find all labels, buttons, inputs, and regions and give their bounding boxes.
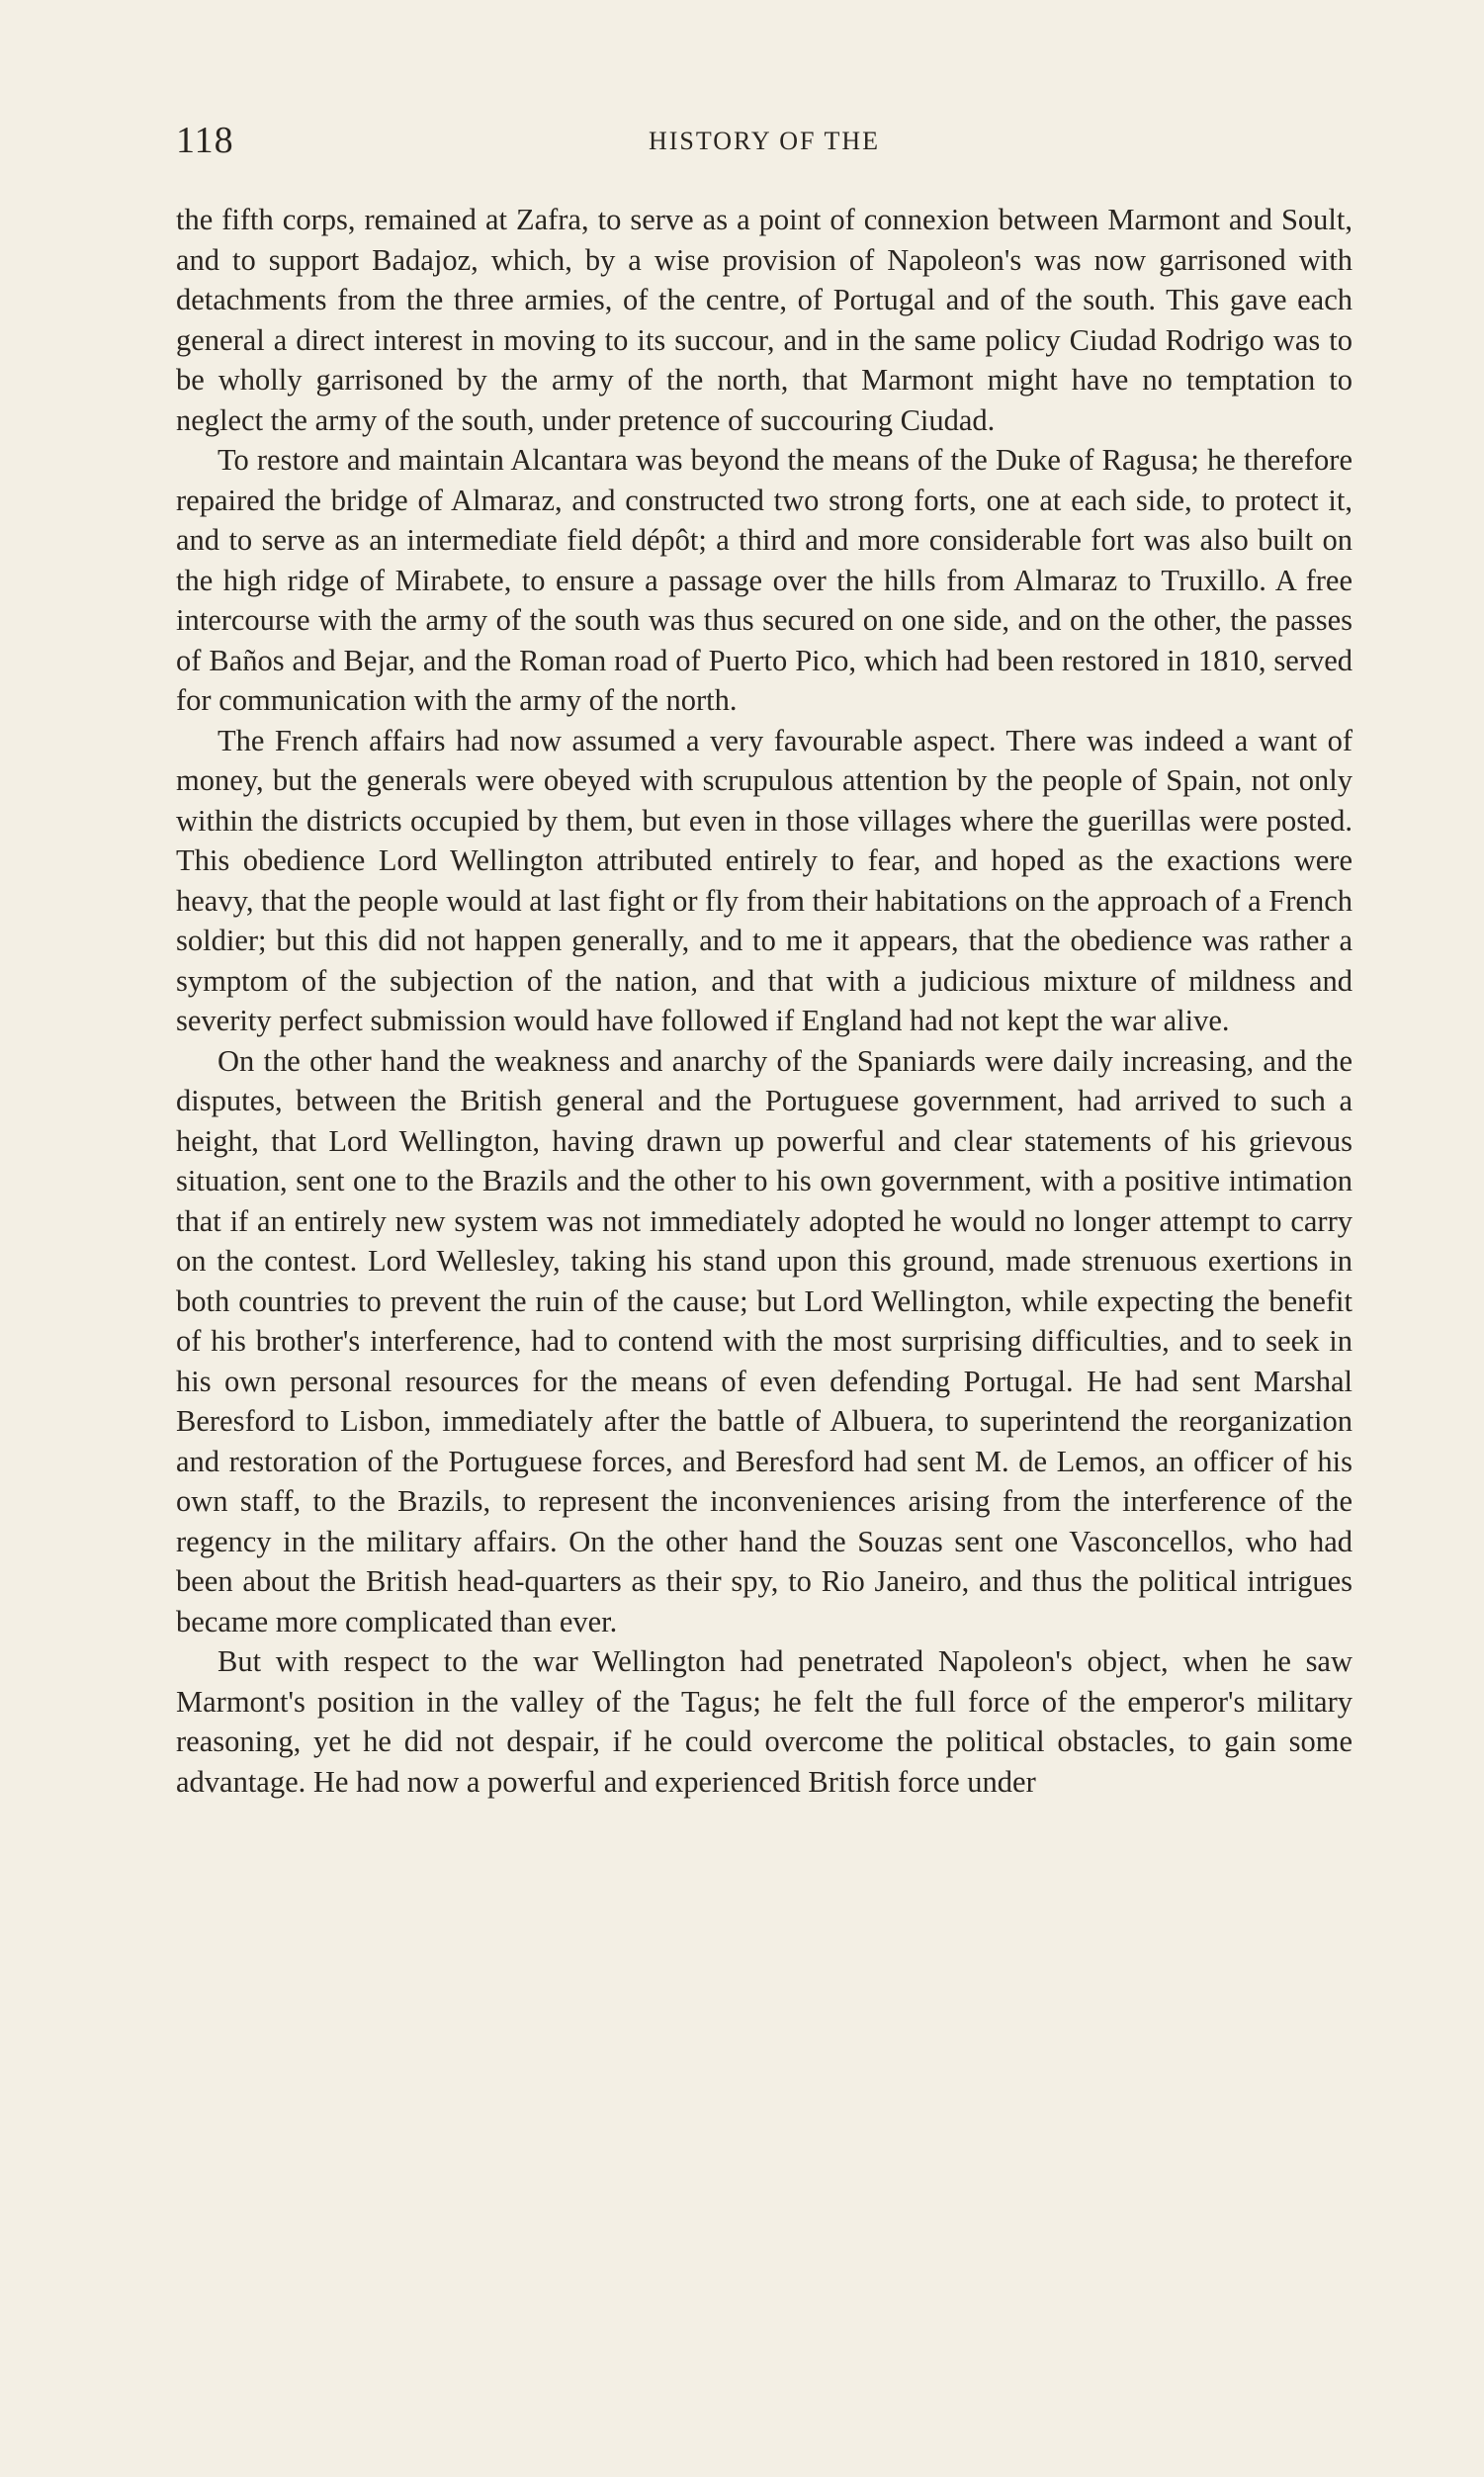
paragraph: But with respect to the war Wellington had penetrated Napoleon's object, when he saw Marmont's position in the valley of the Tagus; he felt the full force of the emperor's military reasoning, yet he did not despair, if he could overcome the political obstacles, to gain some advantage. He had now a powerful and experienced British force under [176, 1644, 1353, 1799]
running-title: HISTORY OF THE [648, 127, 881, 155]
paragraph: The French affairs had now assumed a very favourable aspect. There was indeed a want of money, but the generals were obeyed with scrupulous attention by the people of Spain, not only within the districts occupied by them, but even in those villages where the guerillas were posted. This obedience Lord Wellington attributed entirely to fear, and hoped as the exactions were heavy, that the people would at last fight or fly from their habitations on the approach of a French soldier; but this did not happen generally, and to me it appears, that the obedience was rather a symptom of the subjection of the nation, and that with a judicious mixture of mildness and severity perfect submission would have followed if England had not kept the war alive. [176, 723, 1353, 1037]
page-number: 118 [176, 120, 234, 161]
page-header [176, 119, 1353, 168]
body-text [176, 200, 1353, 1802]
paragraph: To restore and maintain Alcantara was beyond the means of the Duke of Ragusa; he therefore repaired the bridge of Almaraz, and constructed two strong forts, one at each side, to protect it, and to serve as an intermediate field dépôt; a third and more considerable fort was also built on the high ridge of Mirabete, to ensure a passage over the hills from Almaraz to Truxillo. A free intercourse with the army of the south was thus secured on one side, and on the other, the passes of Baños and Bejar, and the Roman road of Puerto Pico, which had been restored in 1810, served for communication with the army of the north. [176, 443, 1353, 717]
paragraph: the fifth corps, remained at Zafra, to serve as a point of connexion between Marmont and Soult, and to support Badajoz, which, by a wise provision of Napoleon's was now garrisoned with detachments from the three armies, of the centre, of Portugal and of the south. This gave each general a direct interest in moving to its succour, and in the same policy Ciudad Rodrigo was to be wholly garrisoned by the army of the north, that Marmont might have no temptation to neglect the army of the south, under pretence of succouring Ciudad. [176, 203, 1353, 437]
paragraph: On the other hand the weakness and anarchy of the Spaniards were daily increasing, and the disputes, between the British general and the Portuguese government, had arrived to such a height, that Lord Wellington, having drawn up powerful and clear statements of his grievous situation, sent one to the Brazils and the other to his own government, with a positive intimation that if an entirely new system was not immediately adopted he would no longer attempt to carry on the contest. Lord Wellesley, taking his stand upon this ground, made strenuous exertions in both countries to prevent the ruin of the cause; but Lord Wellington, while expecting the benefit of his brother's interference, had to contend with the most surprising difficulties, and to seek in his own personal resources for the means of even defending Portugal. He had sent Marshal Beresford to Lisbon, immediately after the battle of Albuera, to superintend the reorganization and restoration of the Portuguese forces, and Beresford had sent M. de Lemos, an officer of his own staff, to the Brazils, to represent the inconveniences arising from the interference of the regency in the military affairs. On the other hand the Souzas sent one Vasconcellos, who had been about the British head-quarters as their spy, to Rio Janeiro, and thus the political intrigues became more complicated than ever. [176, 1043, 1353, 1638]
